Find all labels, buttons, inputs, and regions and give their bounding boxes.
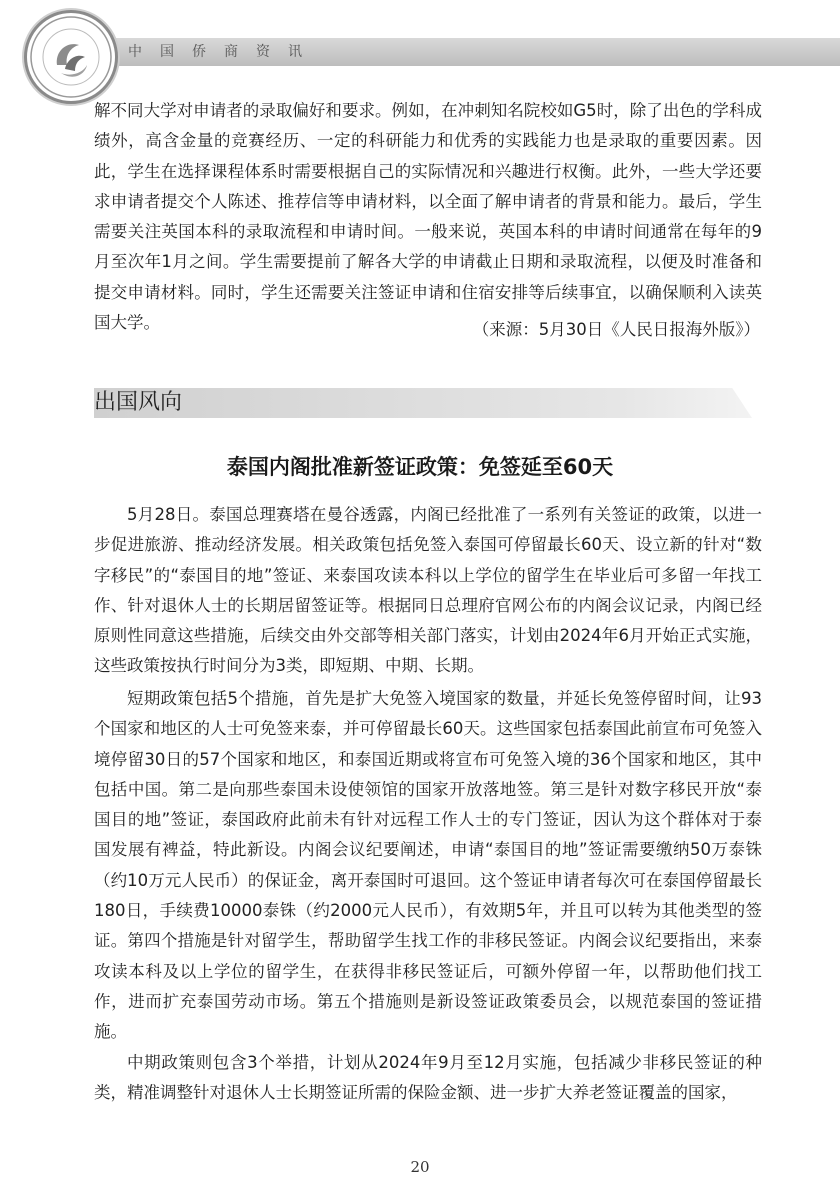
organization-logo [24,10,118,104]
article-title: 泰国内阁批准新签证政策：免签延至60天 [226,455,614,479]
intro-paragraph: 解不同大学对申请者的录取偏好和要求。例如，在冲刺知名院校如G5时，除了出色的学科成绩外，高含金量的竞赛经历、一定的科研能力和优秀的实践能力也是录取的重要因素。因此，学生在选择课程体系时需要根据自己的实际情况和兴趣进行权衡。此外，一些大学还要求申请者提交个人陈述、推荐信等申请材料，以全面了解申请者的背景和能力。最后，学生需要关注英国本科的录取流程和申请时间。一般来说，英国本科的申请时间通常在每年的9月至次年1月之间。学生需要提前了解各大学的申请截止日期和录取流程，以便及时准备和提交申请材料。同时，学生还需要关注签证申请和住宿安排等后续事宜，以确保顺利入读英国大学。 [94,101,762,333]
article-paragraph: 短期政策包括5个措施，首先是扩大免签入境国家的数量，并延长免签停留时间，让93个国家和地区的人士可免签来泰，并可停留最长60天。这些国家包括泰国此前宣布可免签入境停留30日的57个国家和地区，和泰国近期或将宣布可免签入境的36个国家和地区，其中包括中国。第二是向那些泰国未设使领馆的国家开放落地签。第三是针对数字移民开放“泰国目的地”签证，泰国政府此前未有针对远程工作人士的专门签证，因认为这个群体对于泰国发展有裨益，特此新设。内阁会议纪要阐述，申请“泰国目的地”签证需要缴纳50万泰铢（约10万元人民币）的保证金，离开泰国时可退回。这个签证申请者每次可在泰国停留最长180日，手续费10000泰铢（约2000元人民币），有效期5年，并且可以转为其他类型的签证。第四个措施是针对留学生，帮助留学生找工作的非移民签证。内阁会议纪要指出，来泰攻读本科及以上学位的留学生，在获得非移民签证后，可额外停留一年，以帮助他们找工作，进而扩充泰国劳动市场。第五个措施则是新设签证政策委员会，以规范泰国的签证措施。 [94,689,762,1042]
page-number: 20 [410,1158,430,1176]
article-paragraph: 中期政策则包含3个举措，计划从2024年9月至12月实施，包括减少非移民签证的种类，精准调整针对退休人士长期签证所需的保险金额、进一步扩大养老签证覆盖的国家， [94,1053,762,1103]
section-header-bar [94,388,752,418]
section-title: 出国风向 [94,390,183,415]
header-title: 中国侨商资讯 [128,44,320,60]
source-citation: （来源：5月30日《人民日报海外版》） [472,320,760,339]
article-paragraph: 5月28日。泰国总理赛塔在曼谷透露，内阁已经批准了一系列有关签证的政策，以进一步促进旅游、推动经济发展。相关政策包括免签入泰国可停留最长60天、设立新的针对“数字移民”的“泰国目的地”签证、来泰国攻读本科以上学位的留学生在毕业后可多留一年找工作、针对退休人士的长期居留签证等。根据同日总理府官网公布的内阁会议记录，内阁已经原则性同意这些措施，后续交由外交部等相关部门落实，计划由2024年6月开始正式实施，这些政策按执行时间分为3类，即短期、中期、长期。 [94,505,762,676]
